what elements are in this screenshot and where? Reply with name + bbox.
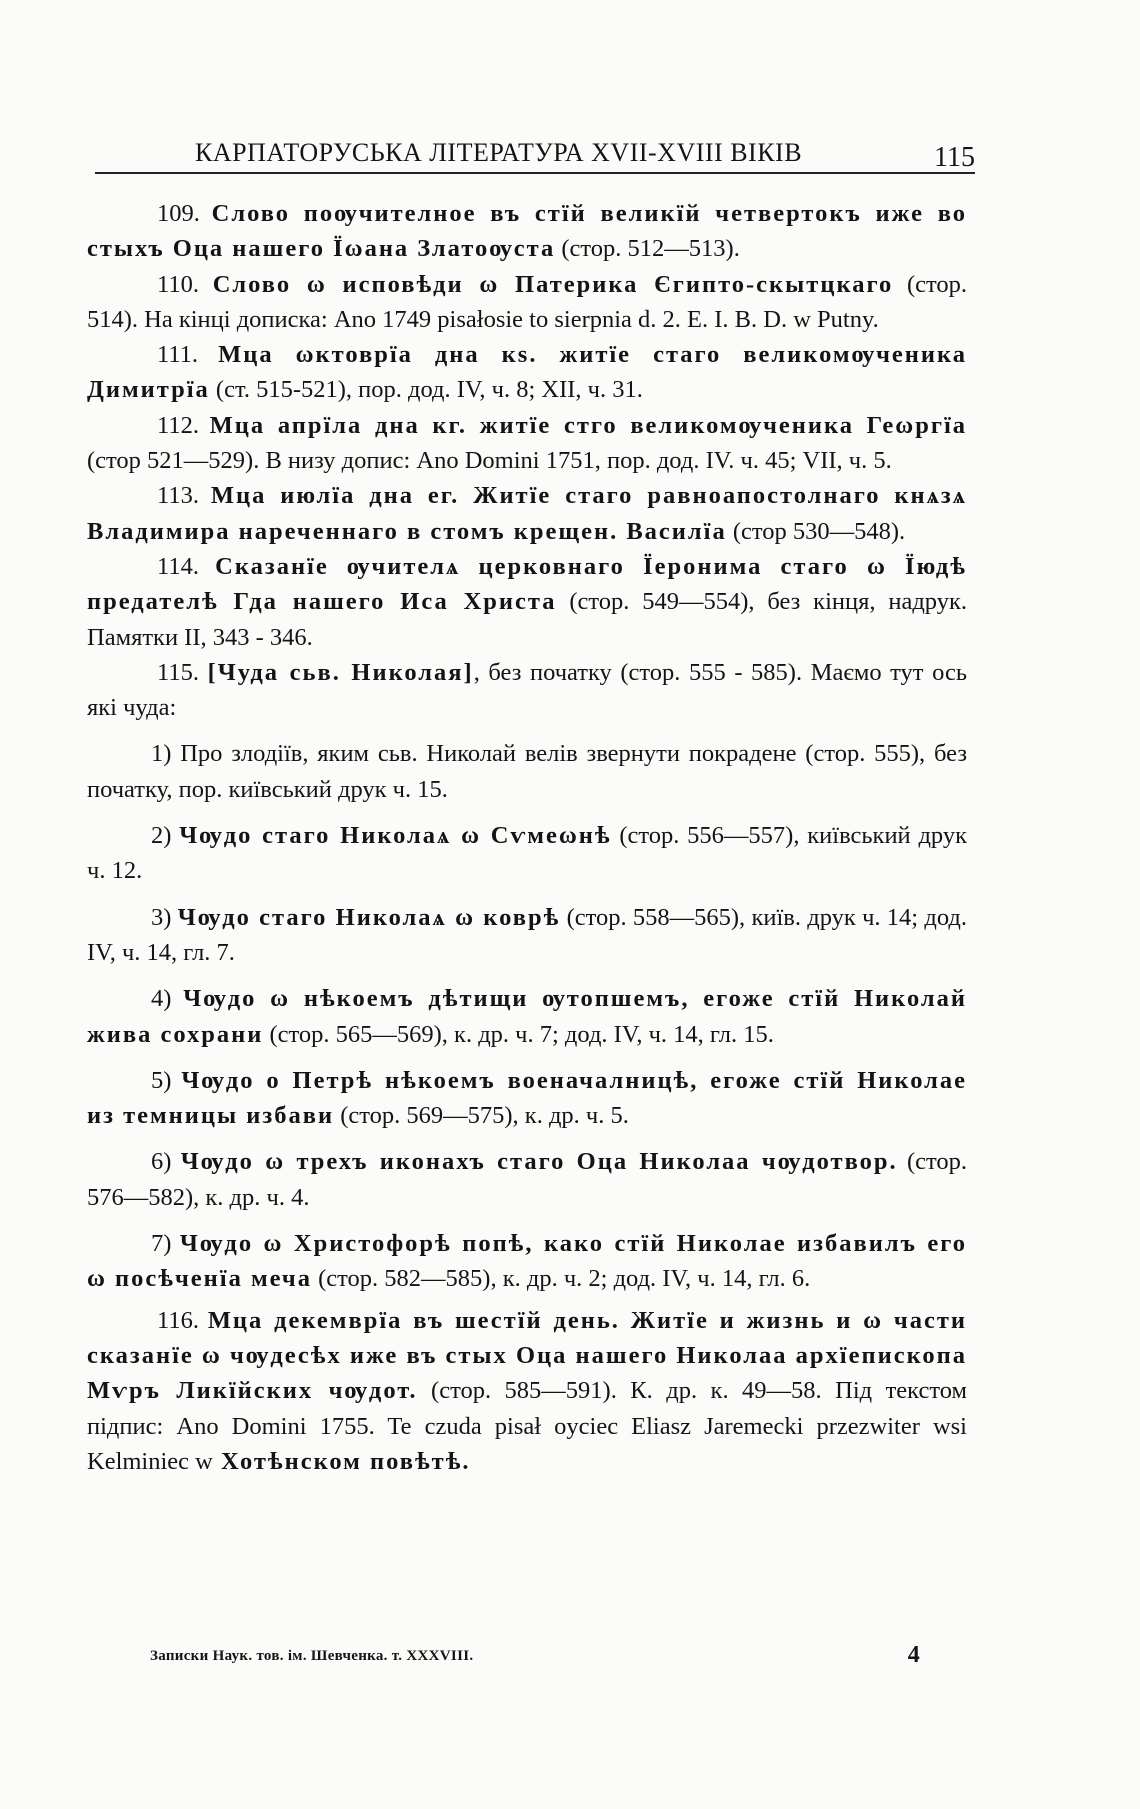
entry-title: Слово ω исповѣди ω Патерика Єгипто-скытцкаго [212, 270, 894, 298]
running-title: КАРПАТОРУСЬКА ЛІТЕРАТУРА XVII-XVIII ВІКІВ [195, 138, 803, 167]
sub-entry-title: Чѹдо ω Христофорѣ попѣ, како стїй Николае избавилъ его ω посѣченїа меча [87, 1230, 968, 1293]
entry-title: Мца ωктоврїа дна кѕ. житїе стаго великомѹченика Димитрїа [87, 341, 967, 404]
entry-112 [87, 408, 967, 479]
entry-text: , без початку (стор. 555 - 585). Маємо тут ось які чуда: [87, 658, 967, 722]
entry-number: 116. [157, 1306, 199, 1334]
entry-114 [87, 549, 967, 655]
sub-entry-text: (стор. 556—557), київський друк ч. 12. [87, 822, 967, 885]
entry-116 [87, 1303, 967, 1479]
page-body [87, 196, 967, 1479]
sub-entry-text: (стор. 582—585), к. др. ч. 2; дод. IV, ч. 14, гл. 6. [312, 1265, 811, 1293]
entry-110 [87, 267, 967, 338]
entry-text: (стор. 512—513). [555, 235, 740, 263]
page-number: 115 [934, 142, 975, 173]
entry-111 [87, 337, 967, 408]
sub-entry-7 [87, 1226, 967, 1297]
entry-text: (стор 521—529). В низу допис: Ano Domini 1751, пор. дод. IV. ч. 45; VII, ч. 5. [87, 447, 892, 475]
sub-entry-text: Про злодіїв, яким сьв. Николай велів звернути покрадене (стор. 555), без початку, пор. київський друк ч. 15. [87, 740, 967, 803]
sub-entry-number: 1) [151, 740, 172, 768]
entry-title-end: Хотѣнском повѣтѣ. [212, 1447, 471, 1475]
entry-number: 114. [157, 552, 199, 580]
sub-entry-number: 4) [151, 985, 172, 1013]
sub-entry-4 [87, 981, 967, 1052]
entry-number: 115. [157, 658, 199, 686]
entry-title: Мца декемврїа въ шестїй день. Житїе и жизнь и ω части сказанїе ω чѹдесѣх иже въ стых Оца нашего Николаа архїепископа Мѵръ Ликїйских чѹдот. [87, 1306, 968, 1405]
entry-109 [87, 196, 967, 267]
page-header [95, 122, 975, 174]
sub-entry-number: 3) [151, 903, 172, 931]
sub-entry-number: 7) [151, 1230, 172, 1258]
entry-text: (стор. 514). На кінці дописка: Ano 1749 pisałosie to sierpnia d. 2. E. I. B. D. w Putny. [87, 270, 967, 333]
sub-entry-6 [87, 1144, 967, 1215]
entry-number: 112. [157, 411, 199, 439]
entry-number: 109. [157, 200, 200, 227]
entry-113 [87, 478, 967, 549]
sub-entry-text: (стор. 565—569), к. др. ч. 7; дод. IV, ч. 14, гл. 15. [263, 1020, 774, 1048]
sub-entry-title: Чѹдо ω нѣкоемъ дѣтищи ѹтопшемъ, егоже стїй Николай жива сохрани [87, 985, 968, 1048]
entry-115 [87, 655, 967, 726]
entry-number: 110. [157, 270, 199, 298]
entry-title: Мца июлїа дна ег. Житїе стаго равноапостолнаго кнѧзѧ Владимира нареченнаго в стомъ крещен. Василїа [87, 482, 967, 545]
entry-number: 111. [157, 341, 199, 369]
page-footer [150, 1642, 940, 1668]
sub-entry-title: Чѹдо о Петрѣ нѣкоемъ военачалницѣ, егоже стїй Николае из темницы избави [87, 1066, 968, 1130]
entry-text: (стор. 585—591). К. др. к. 49—58. Під текстом підпис: Ano Domini 1755. Te czuda pisał oyciec Eliasz Jaremecki przezwiter wsi Kelminiec w [87, 1377, 967, 1475]
sub-entry-5 [87, 1063, 967, 1134]
signature-mark: 4 [907, 1642, 920, 1668]
entry-title: Сказанїе ѹчителѧ церковнаго Їеронима стаго ω Їюдѣ предателѣ Гда нашего Иса Христа [87, 552, 967, 616]
entry-title: [Чуда сьв. Николая] [207, 658, 474, 686]
sub-entry-text: (стор. 576—582), к. др. ч. 4. [87, 1148, 968, 1211]
entry-text: (ст. 515-521), пор. дод. IV, ч. 8; XII, ч. 31. [209, 376, 643, 404]
sub-entry-1 [87, 736, 967, 807]
entry-title: Слово поѹчителное въ стїй великїй четвертокъ иже во стыхъ Оца нашего Їωана Златоѹста [87, 200, 968, 263]
sub-entry-number: 5) [151, 1066, 172, 1094]
entry-title: Мца апрїла дна кг. житїе стго великомѹченика Геωргїа [209, 411, 967, 439]
footer-text: Записки Наук. тов. ім. Шевченка. т. XXXVIII. [150, 1648, 474, 1664]
sub-entry-2 [87, 818, 967, 889]
sub-entry-title: Чѹдо ω трехъ иконахъ стаго Оца Николаа чѹдотвор. [180, 1148, 898, 1176]
sub-entry-number: 2) [151, 822, 172, 850]
sub-entry-3 [87, 900, 967, 971]
sub-entry-text: (стор. 558—565), київ. друк ч. 14; дод. IV, ч. 14, гл. 7. [87, 903, 967, 966]
entry-text: (стор. 549—554), без кінця, надрук. Памятки II, 343 - 346. [87, 588, 967, 651]
entry-text: (стор 530—548). [726, 517, 906, 545]
sub-entry-title: Чѹдо стаго Николаѧ ω Сѵмеωнѣ [179, 822, 612, 850]
sub-entry-text: (стор. 569—575), к. др. ч. 5. [334, 1102, 629, 1130]
entry-number: 113. [157, 482, 199, 510]
sub-entry-number: 6) [151, 1148, 172, 1176]
sub-entry-title: Чѹдо стаго Николаѧ ω коврѣ [177, 903, 561, 931]
